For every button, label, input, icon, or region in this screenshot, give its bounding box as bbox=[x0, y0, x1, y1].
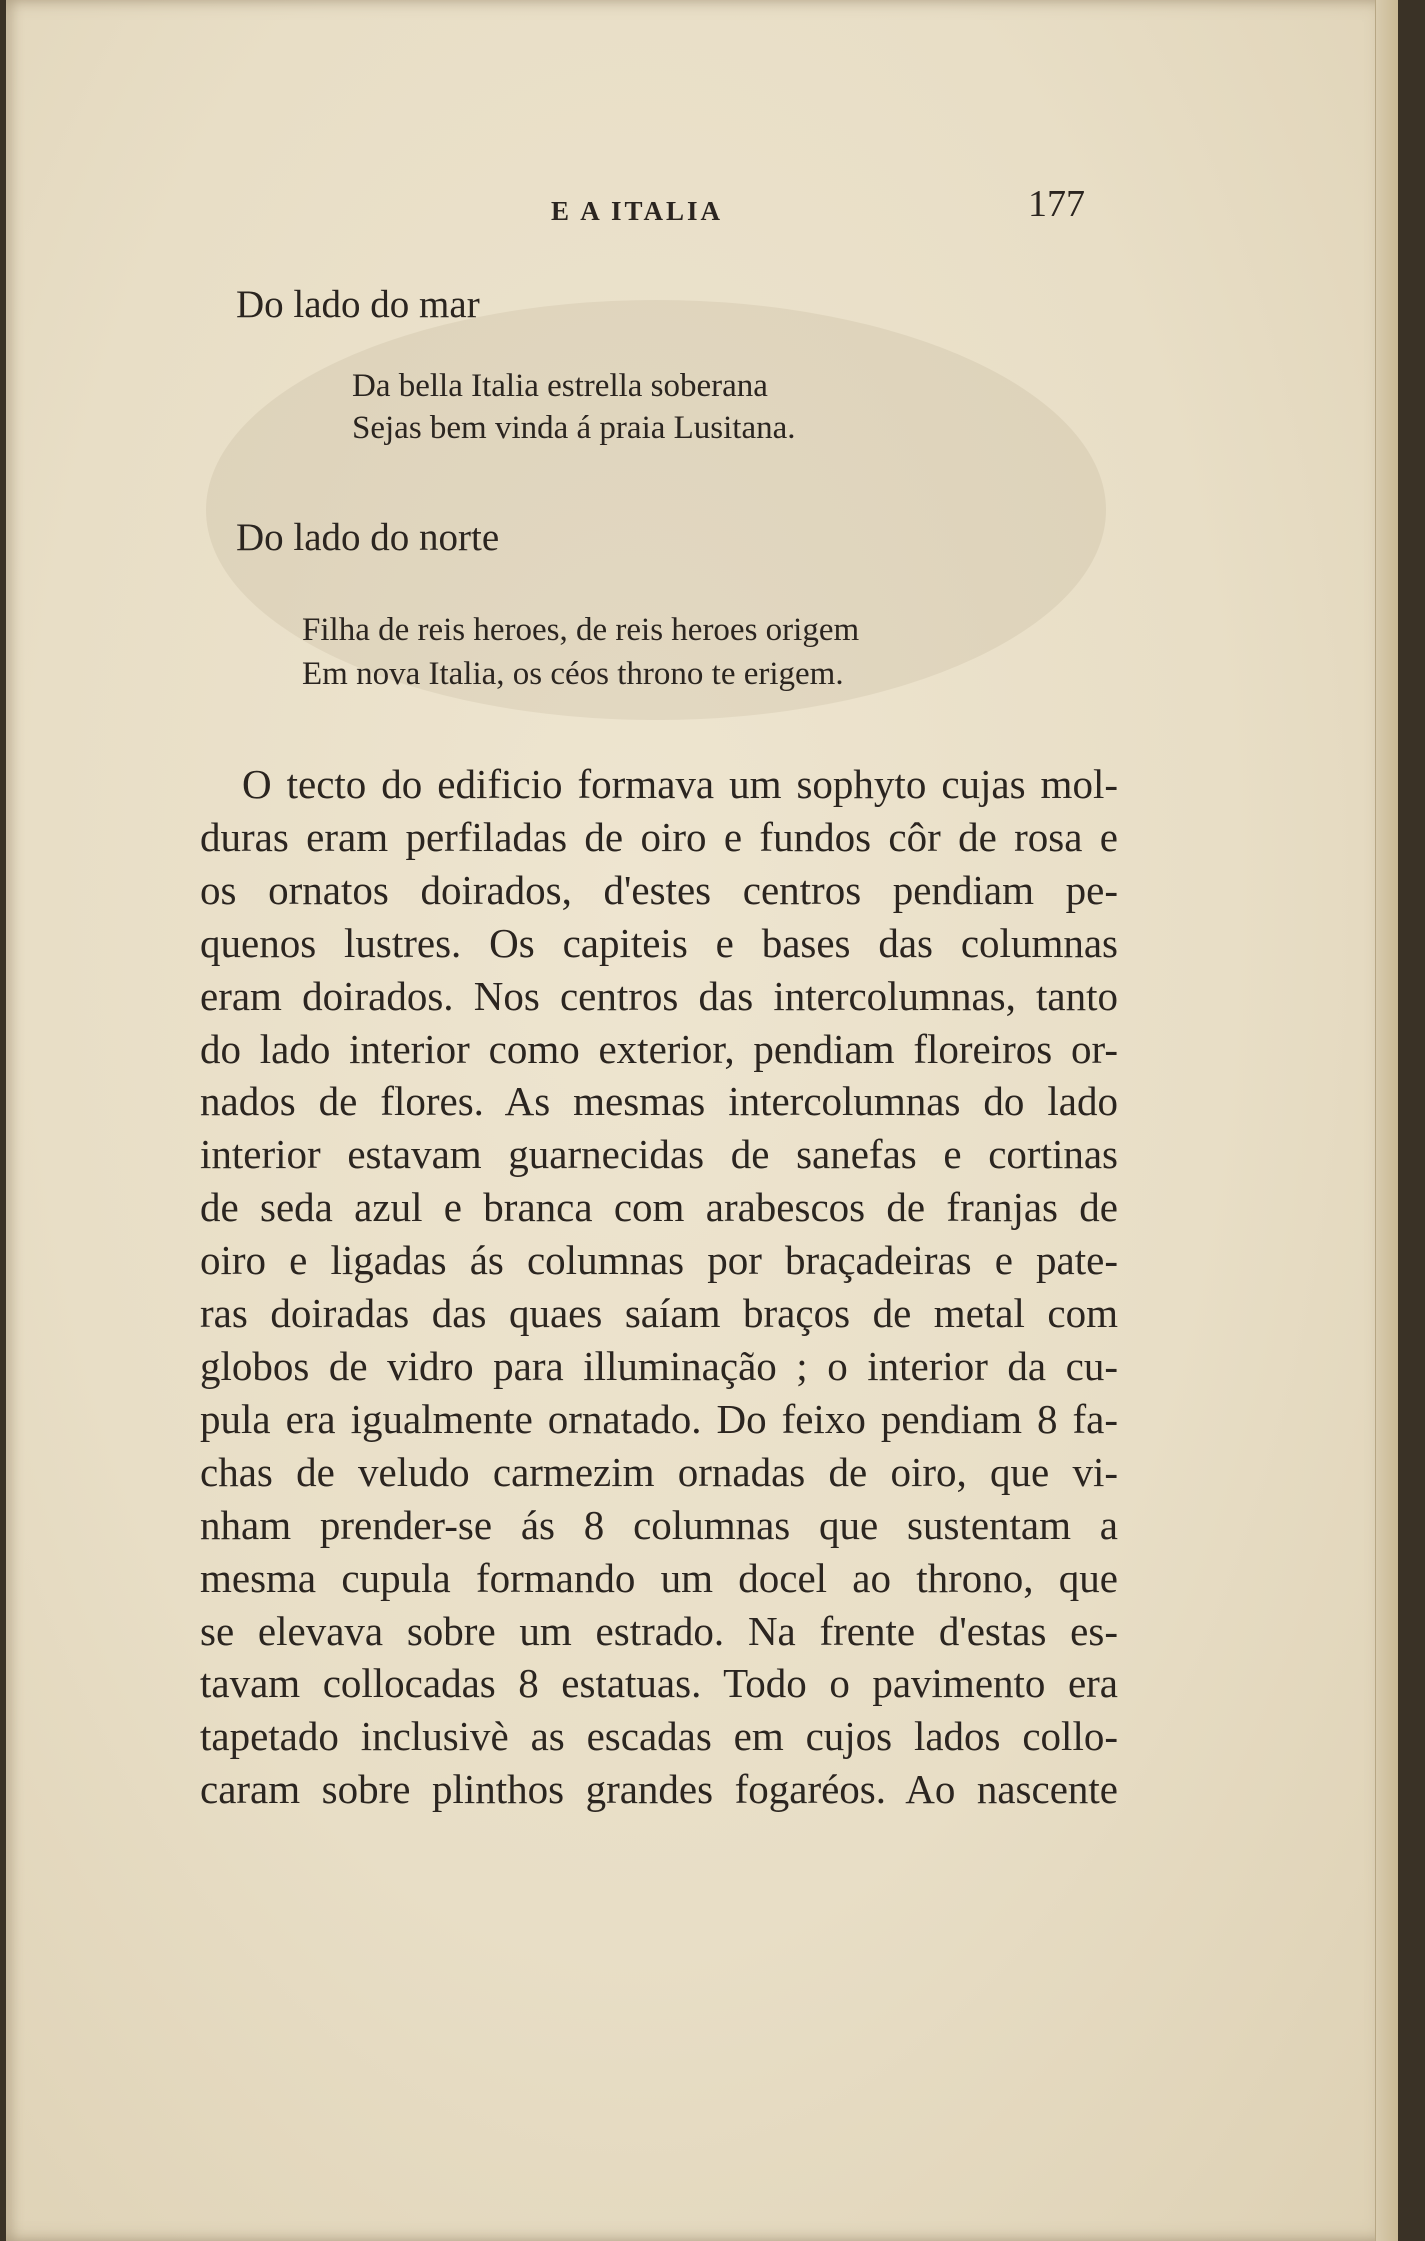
body-line: nados de flores. As mesmas intercolumnas do lado bbox=[200, 1078, 1118, 1125]
body-line: chas de veludo carmezim ornadas de oiro, que vi- bbox=[200, 1448, 1118, 1495]
body-line: tavam collocadas 8 estatuas. Todo o pavimento era bbox=[200, 1660, 1118, 1707]
body-line: O tecto do edificio formava um sophyto cujas mol- bbox=[242, 761, 1118, 807]
section-heading-mar: Do lado do mar bbox=[236, 283, 480, 326]
body-line: mesma cupula formando um docel ao throno, que bbox=[200, 1554, 1118, 1601]
body-line: oiro e ligadas ás columnas por braçadeiras e pate- bbox=[200, 1237, 1118, 1284]
body-line: ras doiradas das quaes saíam braços de metal com bbox=[200, 1290, 1118, 1337]
body-line: de seda azul e branca com arabescos de franjas de bbox=[200, 1184, 1118, 1231]
verse-line: Da bella Italia estrella soberana bbox=[352, 368, 768, 404]
body-paragraph bbox=[200, 758, 1118, 1816]
body-line: tapetado inclusivè as escadas em cujos lados collo- bbox=[200, 1713, 1118, 1760]
body-line: nham prender-se ás 8 columnas que sustentam a bbox=[200, 1501, 1118, 1548]
verse-line: Sejas bem vinda á praia Lusitana. bbox=[352, 410, 796, 446]
body-line: do lado interior como exterior, pendiam floreiros or- bbox=[200, 1025, 1118, 1072]
body-line: eram doirados. Nos centros das intercolumnas, tanto bbox=[200, 972, 1118, 1019]
section-heading-norte: Do lado do norte bbox=[236, 516, 500, 559]
body-line: os ornatos doirados, d'estes centros pendiam pe- bbox=[200, 866, 1118, 913]
page-edge bbox=[1375, 0, 1398, 2241]
body-line: globos de vidro para illuminação ; o interior da cu- bbox=[200, 1342, 1118, 1389]
body-line: quenos lustres. Os capiteis e bases das columnas bbox=[200, 919, 1118, 966]
page-number: 177 bbox=[1028, 183, 1085, 225]
body-line: duras eram perfiladas de oiro e fundos côr de rosa e bbox=[200, 813, 1118, 860]
body-line: pula era igualmente ornatado. Do feixo pendiam 8 fa- bbox=[200, 1395, 1118, 1442]
body-line: caram sobre plinthos grandes fogaréos. Ao nascente bbox=[200, 1766, 1118, 1813]
body-line: interior estavam guarnecidas de sanefas e cortinas bbox=[200, 1131, 1118, 1178]
body-line: se elevava sobre um estrado. Na frente d'estas es- bbox=[200, 1607, 1118, 1654]
book-page bbox=[6, 0, 1398, 2241]
verse-line: Em nova Italia, os céos throno te erigem. bbox=[302, 656, 844, 692]
running-head: E A ITALIA bbox=[551, 196, 724, 226]
verse-line: Filha de reis heroes, de reis heroes origem bbox=[302, 612, 860, 648]
